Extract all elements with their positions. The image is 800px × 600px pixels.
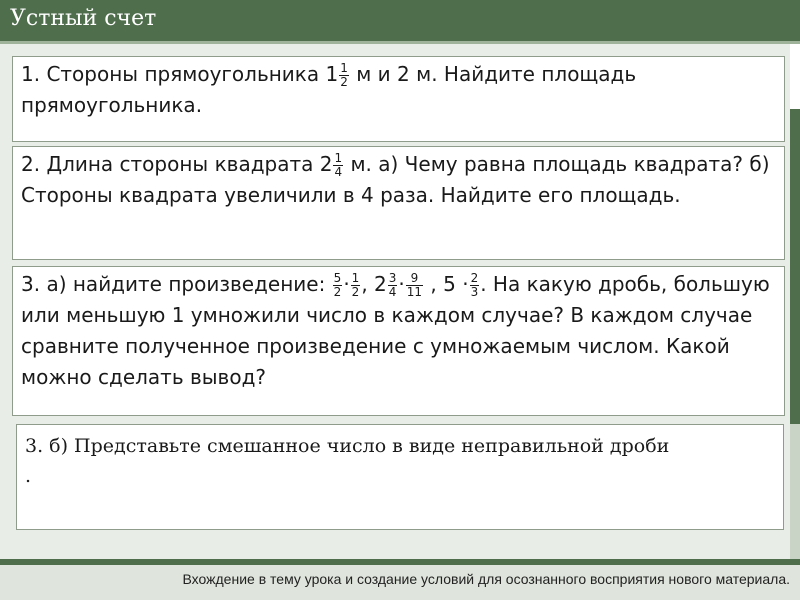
multiply-sign: ·: [343, 272, 350, 296]
task-1-text-end: м и 2 м. Найдите площадь прямоугольника.: [21, 62, 637, 117]
task-1-box: [12, 56, 785, 142]
task-3b-dot: .: [25, 465, 32, 487]
task-2-text-end: м. а) Чему равна площадь квадрата? б) Стороны квадрата увеличили в 4 раза. Найдите его площадь.: [21, 152, 770, 207]
task-3a-box: [12, 266, 785, 416]
task-3b-text: 3. б) Представьте смешанное число в виде неправильной дроби: [25, 435, 670, 457]
task-3a-text-end: . На какую дробь, большую или меньшую 1 умножили число в каждом случае? В каждом случае сравните полученное произведение с умножаемым числом. Какой можно сделать вывод?: [21, 272, 770, 389]
task-2-fraction: $\frac{1}{4}$: [334, 151, 343, 179]
right-accent-bar: [790, 44, 800, 559]
separator-1: , 2: [361, 272, 387, 296]
slide-header: [0, 0, 800, 44]
task-2-text-start: 2. Длина стороны квадрата 2: [21, 152, 333, 176]
fraction-3-4: $\frac{3}{4}$: [388, 271, 397, 299]
multiply-sign: ·: [398, 272, 405, 296]
task-3a-text-start: 3. а) найдите произведение:: [21, 272, 332, 296]
fraction-9-11: $\frac{9}{11}$: [406, 271, 423, 299]
task-1-fraction: $\frac{1}{2}$: [340, 61, 348, 89]
footer-ribbon: [0, 559, 800, 565]
slide-footer: [0, 559, 800, 600]
fraction-1-2: $\frac{1}{2}$: [351, 271, 360, 299]
footer-text: Вхождение в тему урока и создание условий для осознанного восприятия нового материала.: [182, 571, 790, 587]
slide-title: Устный счет: [10, 6, 157, 31]
fraction-5-2: $\frac{5}{2}$: [333, 271, 342, 299]
task-2-box: [12, 146, 785, 260]
fraction-2-3: $\frac{2}{3}$: [470, 271, 479, 299]
task-3b-box: [16, 424, 784, 530]
task-1-text-start: 1. Стороны прямоугольника 1: [21, 62, 339, 86]
separator-2: , 5 ·: [424, 272, 469, 296]
header-stripe: [0, 41, 800, 44]
